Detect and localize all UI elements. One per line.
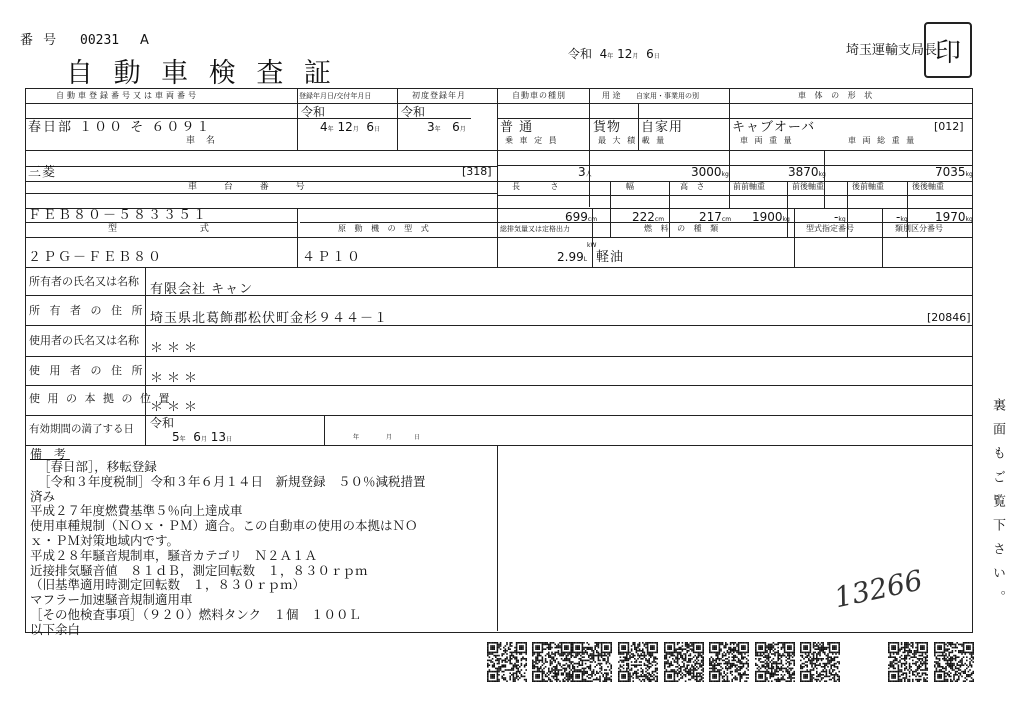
axle-rf-value: -kg (896, 210, 908, 224)
first-reg-date: 3年 6月 (427, 120, 466, 134)
label-owner-address: 所 有 者 の 住 所 (29, 304, 146, 317)
model-value: ２ＰＧ－ＦＥＢ８０ (28, 250, 164, 265)
expiry-date: 5年 6月 13日 (172, 430, 233, 444)
label-reg-date: 登録年月日/交付年月日 (299, 92, 372, 100)
user-address-value: ＊＊＊ (150, 371, 202, 386)
label-chassis-no: 車 台 番 号 (188, 182, 317, 192)
vehicle-kind-value: 普 通 (500, 120, 534, 135)
width-value: 222cm (632, 210, 665, 224)
issue-date: 令和 4年 12月 6日 (568, 47, 660, 61)
label-vehicle-weight: 車 両 重 量 (740, 136, 794, 145)
kw-unit: kW (587, 242, 597, 249)
length-value: 699cm (565, 210, 598, 224)
notes-line: 以下余白 (30, 621, 81, 637)
notes-line: 使用車種規制（ＮＯｘ・ＰＭ）適合。この自動車の使用の本拠はＮＯ (30, 518, 418, 534)
notes-line: ［春日部］，移転登録 (38, 459, 157, 474)
label-axle-rf: 後前軸重 (852, 182, 884, 191)
label-private-business: 自家用・事業用の別 (636, 92, 699, 100)
label-user-name: 使用者の氏名又は名称 (29, 334, 139, 347)
qr-code-icon (709, 642, 749, 682)
label-vehicle-kind: 自動車の種別 (512, 91, 566, 100)
qr-code-icon (888, 642, 928, 682)
label-length: 長 さ (512, 182, 573, 191)
label-max-load: 最 大 積 載 量 (598, 136, 667, 145)
label-gross-weight: 車 両 総 重 量 (848, 136, 917, 145)
label-body-shape: 車 体 の 形 状 (798, 91, 876, 100)
handwritten-number: 13266 (831, 563, 926, 615)
notes-line: 平成２７年度燃費基準５％向上達成車 (30, 503, 243, 519)
label-owner-name: 所有者の氏名又は名称 (29, 275, 139, 288)
qr-code-icon (664, 642, 704, 682)
vehicle-weight-value: 3870kg (788, 165, 826, 179)
max-load-value: 3000kg (691, 165, 729, 179)
body-shape-value: キャブオーバ (732, 120, 816, 135)
qr-code-icon (618, 642, 658, 682)
axle-ff-value: 1900kg (752, 210, 790, 224)
first-reg-era: 令和 (401, 105, 426, 119)
qr-code-icon (572, 642, 612, 682)
label-model: 型 式 (108, 224, 249, 234)
private-business-value: 自家用 (641, 120, 684, 135)
notes-line: ［令和３年度税制］令和３年６月１４日 新規登録 ５０％減税措置 (38, 473, 426, 489)
notes-line: マフラー加速騒音規制適用車 (30, 592, 193, 608)
base-location-value: ＊＊＊ (150, 400, 202, 415)
notes-line: 平成２８年騒音規制車，騒音カテゴリ Ｎ２Ａ１Ａ (30, 547, 318, 563)
usage-value: 貨物 (593, 120, 622, 135)
height-value: 217cm (699, 210, 732, 224)
user-name-value: ＊＊＊ (150, 341, 202, 356)
expiry2-year-unit: 年 (353, 434, 360, 441)
label-base-location: 使 用 の 本 拠 の 位 置 (29, 392, 172, 405)
car-name-code: [318] (462, 165, 492, 178)
label-category-no: 類別区分番号 (895, 224, 943, 233)
notes-line: 済み (30, 488, 56, 504)
qr-code-icon (755, 642, 795, 682)
engine-model-value: ４Ｐ１０ (302, 250, 363, 265)
fuel-type-value: 軽油 (596, 250, 625, 265)
label-car-name: 車 名 (186, 136, 219, 146)
expiry2-day-unit: 日 (414, 434, 421, 441)
certificate-number: 00231 (80, 33, 120, 48)
label-axle-fr: 前後軸重 (792, 182, 824, 191)
owner-address-code: [20846] (927, 311, 971, 324)
label-height: 高 さ (680, 182, 708, 191)
label-axle-ff: 前前軸重 (733, 182, 765, 191)
qr-code-icon (800, 642, 840, 682)
issuer-name: 埼玉運輸支局長 (846, 43, 938, 58)
label-axle-rr: 後後軸重 (912, 182, 944, 191)
label-fuel-type: 燃 料 の 種 類 (644, 224, 722, 233)
notes-line: ｘ・ＰＭ対策地域内です。 (30, 532, 180, 548)
certificate-suffix: A (140, 33, 149, 48)
reg-date: 4年 12月 6日 (320, 120, 381, 134)
capacity-value: 3人 (578, 165, 592, 179)
car-name-value: 三菱 (28, 165, 57, 180)
label-capacity: 乗 車 定 員 (505, 136, 559, 145)
axle-rr-value: 1970kg (935, 210, 973, 224)
label-engine-model: 原 動 機 の 型 式 (338, 224, 432, 233)
label-expiry: 有効期間の満了する日 (29, 423, 134, 435)
notes-list (30, 459, 426, 638)
qr-code-icon (532, 642, 572, 682)
chassis-number: ＦＥＢ８０－５８３３５１ (28, 208, 209, 223)
side-note: 裏面もご覧下さい。 (990, 398, 1005, 614)
notes-line: ［その他検査事項］（９２０）燃料タンク １個 １００Ｌ (30, 606, 362, 622)
document-title: 自 動 車 検 査 証 (66, 58, 337, 89)
notes-line: 近接排気騒音値 ８１ｄＢ，測定回転数 １，８３０ｒｐｍ (30, 562, 368, 578)
label-first-reg: 初度登録年月 (412, 91, 466, 100)
label-usage: 用 途 (602, 91, 621, 100)
label-type-designation: 型式指定番号 (806, 224, 854, 233)
owner-address-value: 埼玉県北葛飾郡松伏町金杉９４４－１ (150, 311, 389, 326)
label-notes: 備 考 (30, 447, 70, 461)
label-width: 幅 (626, 182, 634, 191)
notes-line: （旧基準適用時測定回転数 １，８３０ｒｐｍ） (30, 577, 306, 593)
axle-fr-value: -kg (834, 210, 846, 224)
expiry2-month-unit: 月 (386, 434, 393, 441)
label-displacement: 総排気量又は定格出力 (500, 225, 570, 233)
reg-date-era: 令和 (301, 105, 326, 119)
displacement-value: 2.99L (557, 250, 588, 264)
owner-name-value: 有限会社 キャン (150, 282, 254, 297)
gross-weight-value: 7035kg (935, 165, 973, 179)
qr-code-icon (487, 642, 527, 682)
number-label: 番 号 (20, 33, 60, 48)
label-reg-no: 自動車登録番号又は車両番号 (56, 91, 199, 100)
label-user-address: 使 用 者 の 住 所 (29, 364, 146, 377)
official-seal-icon: 印 (924, 22, 972, 78)
registration-number: 春日部 １００ そ ６０９１ (28, 120, 212, 135)
body-shape-code: [012] (934, 120, 964, 133)
qr-code-icon (934, 642, 974, 682)
expiry-era: 令和 (150, 416, 175, 430)
